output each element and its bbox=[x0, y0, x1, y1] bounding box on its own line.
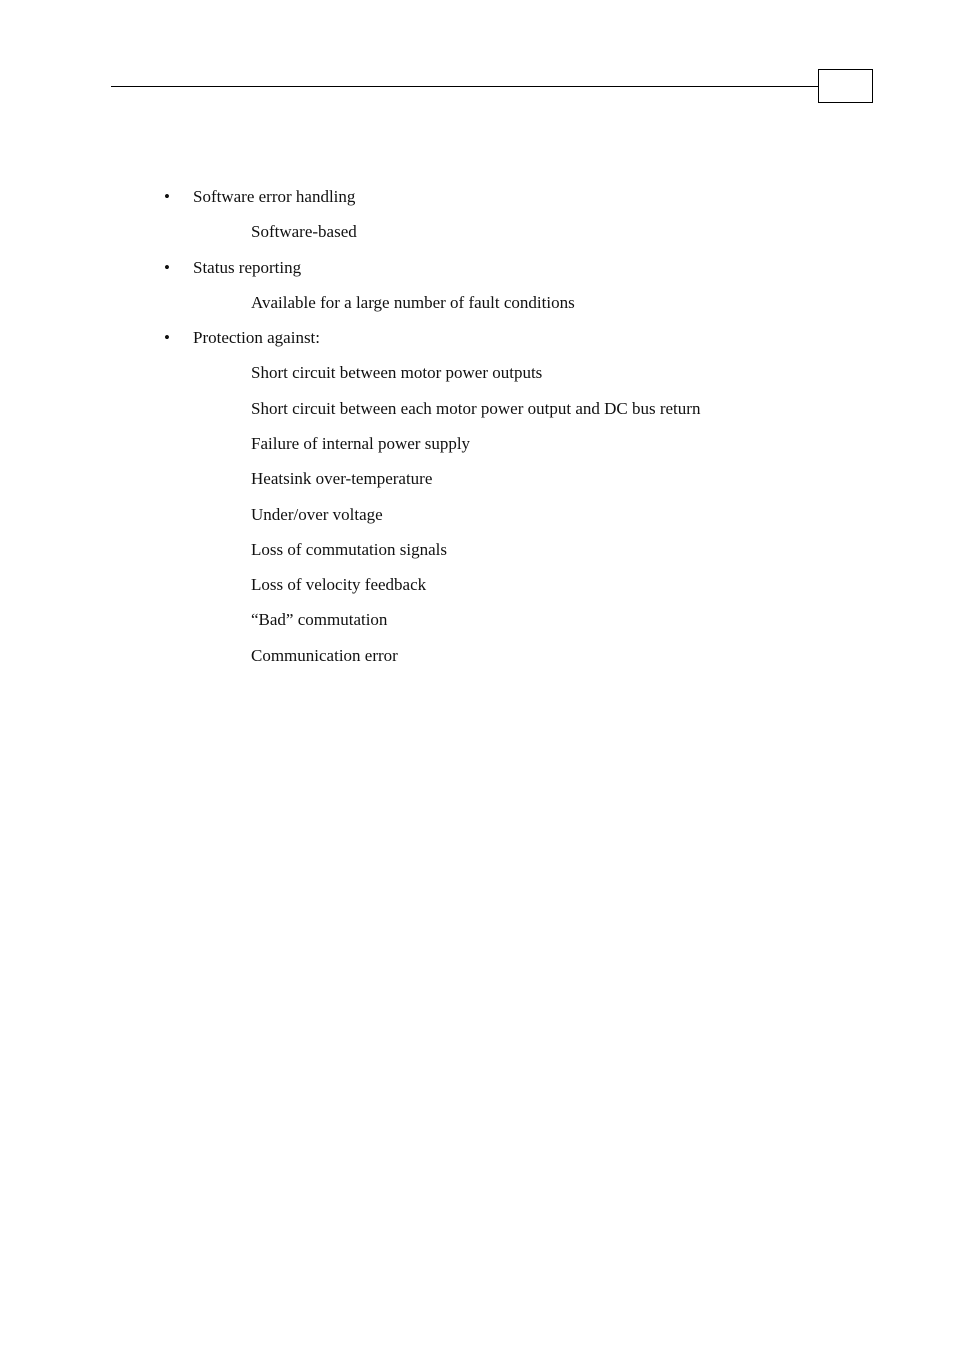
list-subitem: Communication error bbox=[251, 646, 398, 665]
list-subitem: Failure of internal power supply bbox=[251, 434, 471, 453]
list-subitem: Short circuit between motor power outputs bbox=[251, 363, 543, 382]
list-subitem: Loss of commutation signals bbox=[251, 540, 447, 559]
bullet-icon: • bbox=[164, 258, 170, 277]
page-number-box bbox=[818, 69, 873, 103]
list-subitem: “Bad” commutation bbox=[251, 610, 388, 629]
bullet-icon: • bbox=[164, 187, 170, 206]
list-item-label: Software error handling bbox=[193, 187, 356, 206]
list-item-label: Protection against: bbox=[193, 328, 321, 347]
list-item-label: Status reporting bbox=[193, 258, 302, 277]
list-subitem: Under/over voltage bbox=[251, 505, 383, 524]
list-subitem: Available for a large number of fault conditions bbox=[251, 293, 575, 312]
bullet-icon: • bbox=[164, 328, 170, 347]
list-subitem: Software-based bbox=[251, 222, 357, 241]
list-subitem: Heatsink over-temperature bbox=[251, 469, 433, 488]
header-rule bbox=[111, 86, 819, 87]
list-subitem: Short circuit between each motor power output and DC bus return bbox=[251, 399, 701, 418]
list-subitem: Loss of velocity feedback bbox=[251, 575, 427, 594]
